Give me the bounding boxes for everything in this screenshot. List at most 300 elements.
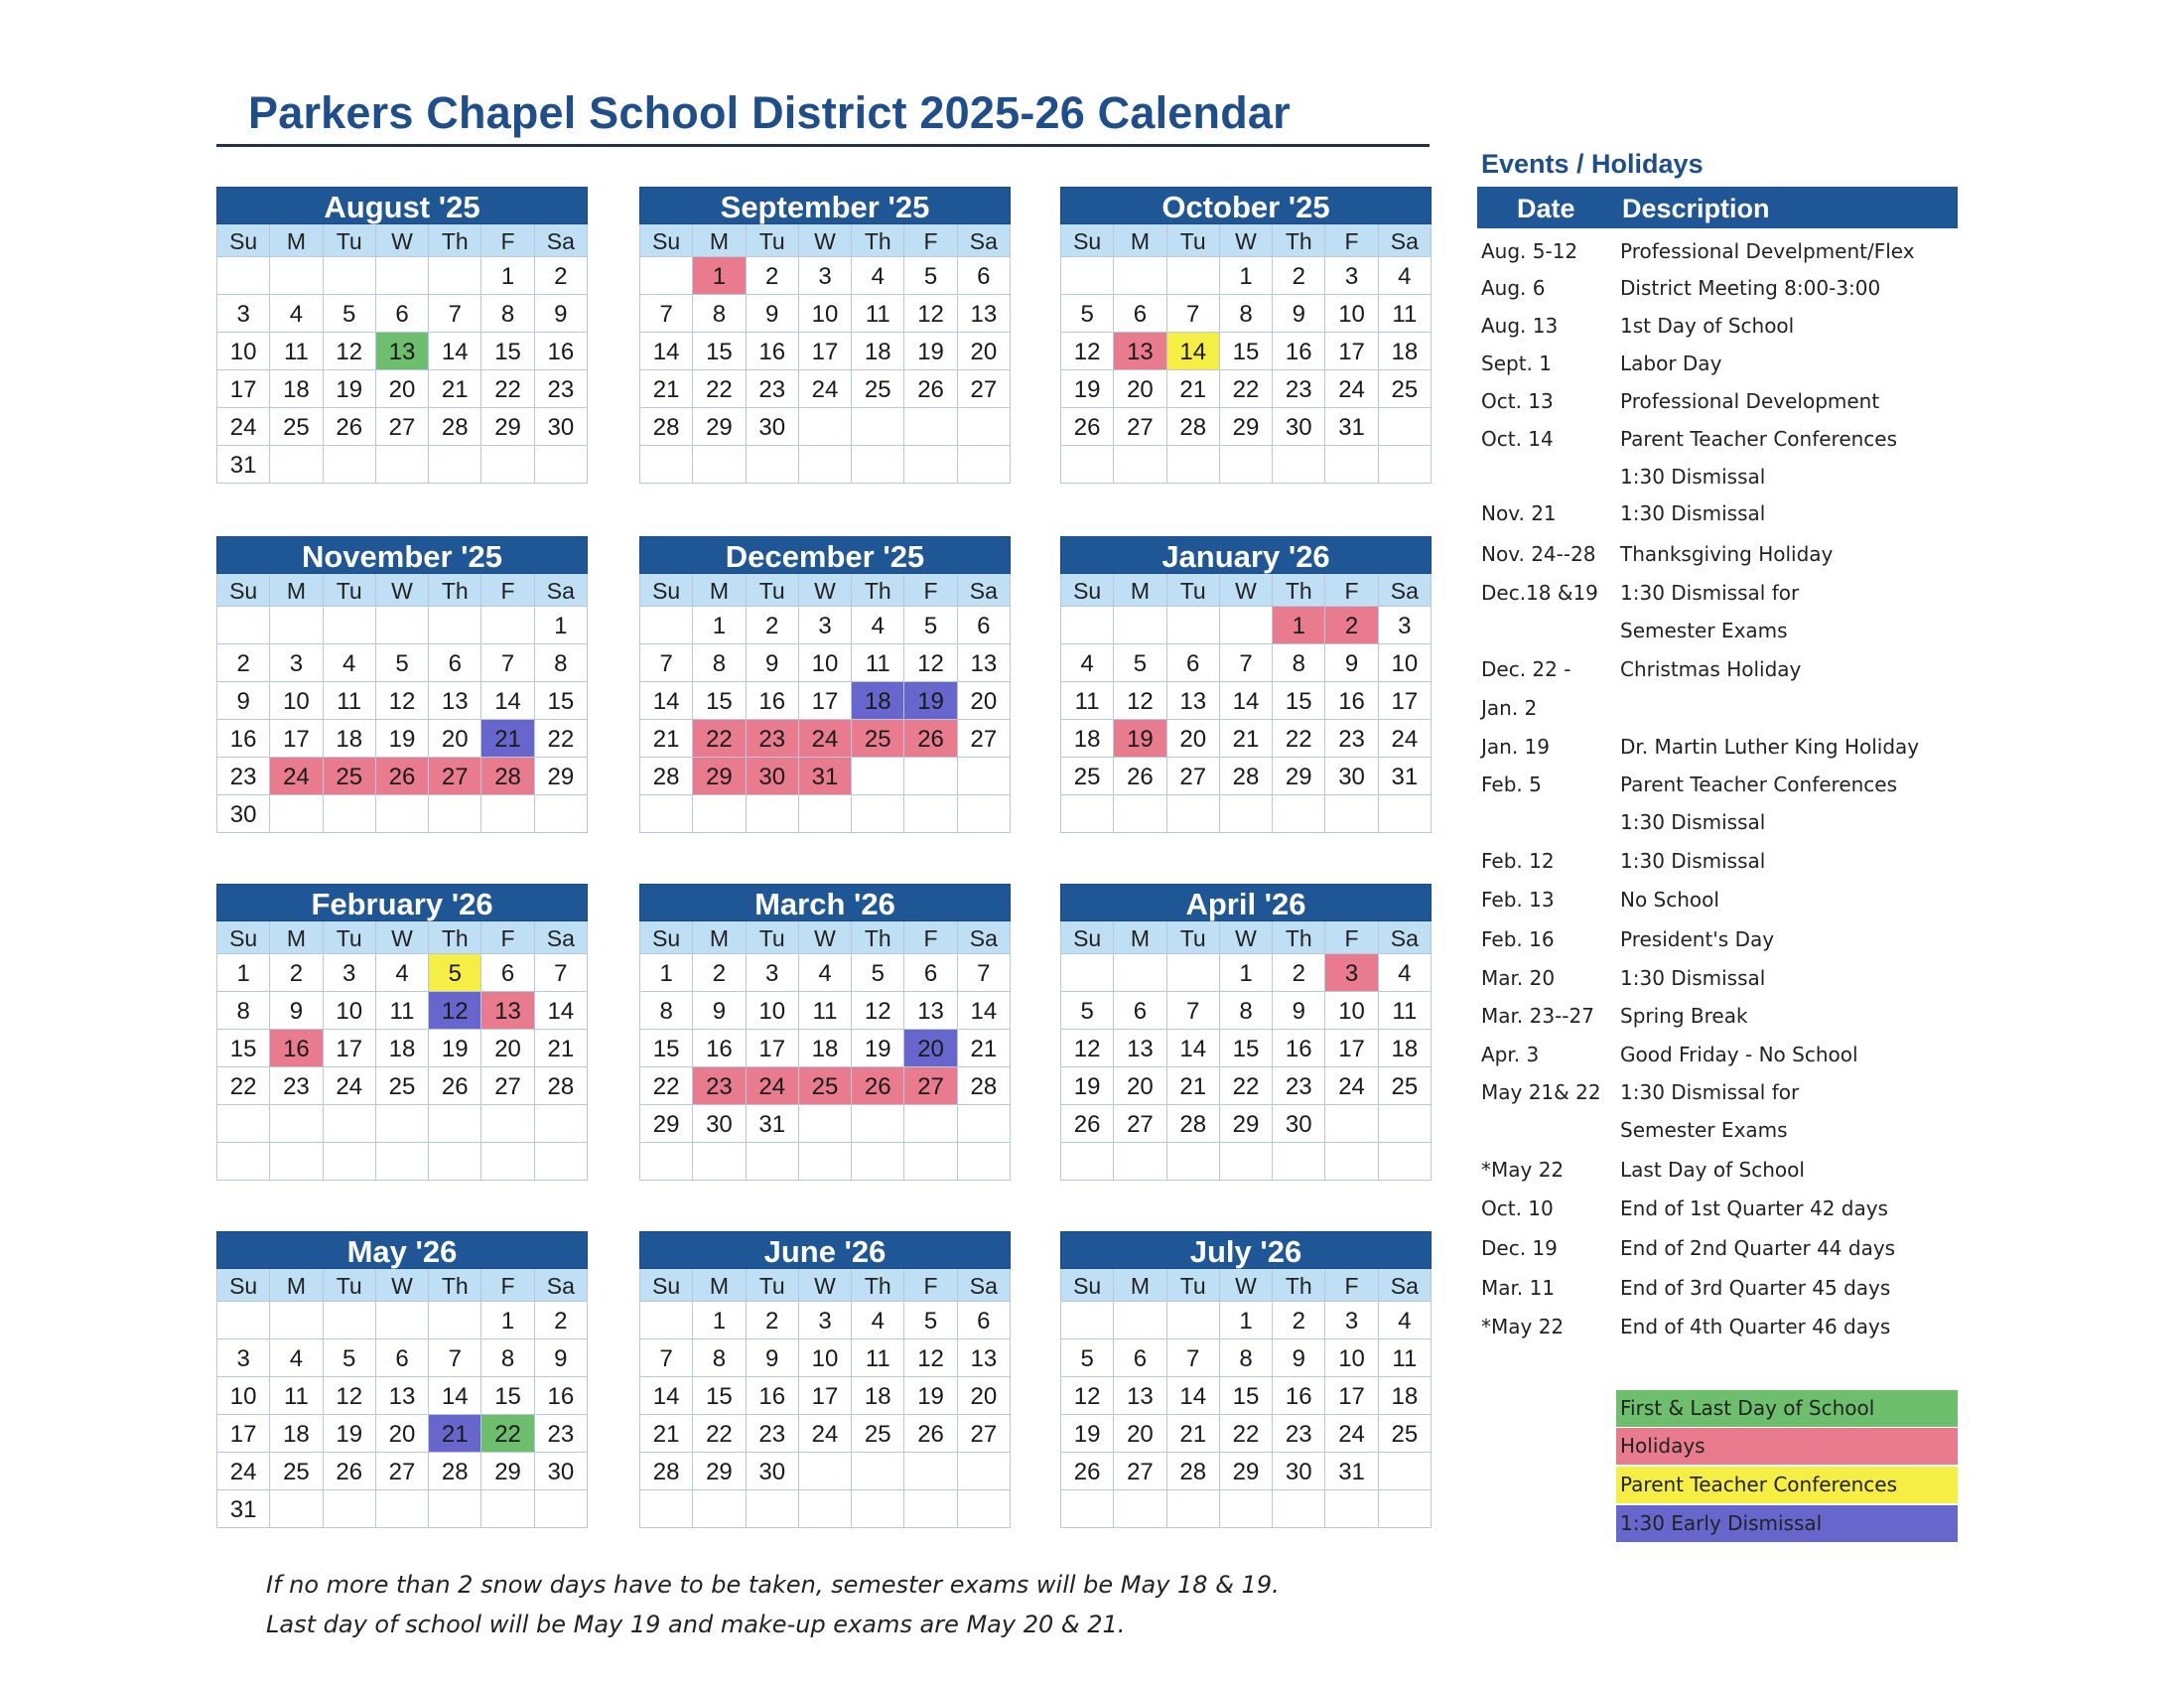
empty-day-cell xyxy=(799,1453,852,1490)
day-cell: 2 xyxy=(1273,257,1325,295)
empty-day-cell xyxy=(1061,1490,1114,1528)
day-of-week-label: M xyxy=(693,921,746,954)
day-cell: 13 xyxy=(958,1339,1011,1377)
day-cell: 17 xyxy=(747,1030,799,1067)
day-cell: 19 xyxy=(376,720,429,758)
day-of-week-label: Tu xyxy=(1167,1269,1220,1302)
day-cell: 28 xyxy=(429,408,481,446)
day-cell: 25 xyxy=(1379,1067,1432,1105)
event-date: Mar. 20 xyxy=(1481,966,1556,990)
day-cell: 29 xyxy=(535,758,588,795)
day-cell: 17 xyxy=(1325,333,1378,370)
day-of-week-label: Sa xyxy=(535,1269,588,1302)
day-cell: 23 xyxy=(535,370,588,408)
event-date: Nov. 24--28 xyxy=(1481,542,1596,566)
day-cell: 4 xyxy=(376,954,429,992)
event-date: Feb. 16 xyxy=(1481,927,1555,951)
empty-day-cell xyxy=(217,1143,270,1181)
day-cell: 14 xyxy=(958,992,1011,1030)
day-cell: 9 xyxy=(1273,1339,1325,1377)
empty-day-cell xyxy=(429,1105,481,1143)
day-of-week-label: Tu xyxy=(747,574,799,607)
day-cell: 18 xyxy=(1061,720,1114,758)
day-cell: 30 xyxy=(1273,1453,1325,1490)
day-cell: 12 xyxy=(1061,333,1114,370)
empty-day-cell xyxy=(693,1143,746,1181)
event-description: End of 1st Quarter 42 days xyxy=(1620,1196,1888,1220)
empty-day-cell xyxy=(376,607,429,644)
day-cell: 30 xyxy=(1273,1105,1325,1143)
empty-day-cell xyxy=(958,446,1011,484)
day-cell: 22 xyxy=(1220,1067,1273,1105)
day-cell: 26 xyxy=(429,1067,481,1105)
empty-day-cell xyxy=(852,408,904,446)
day-cell: 10 xyxy=(217,333,270,370)
event-description: Thanksgiving Holiday xyxy=(1620,542,1834,566)
day-cell-red: 28 xyxy=(481,758,534,795)
empty-day-cell xyxy=(1114,1302,1166,1339)
empty-day-cell xyxy=(1325,446,1378,484)
empty-day-cell xyxy=(324,795,376,833)
empty-day-cell xyxy=(693,446,746,484)
empty-day-cell xyxy=(429,1302,481,1339)
day-cell: 10 xyxy=(1379,644,1432,682)
day-cell: 27 xyxy=(1167,758,1220,795)
day-cell: 2 xyxy=(693,954,746,992)
day-cell: 16 xyxy=(693,1030,746,1067)
day-cell: 5 xyxy=(904,607,957,644)
day-of-week-label: F xyxy=(904,574,957,607)
day-cell: 3 xyxy=(217,1339,270,1377)
day-cell: 23 xyxy=(747,370,799,408)
month-title: November '25 xyxy=(216,536,588,574)
day-cell: 8 xyxy=(640,992,693,1030)
day-cell: 14 xyxy=(640,1377,693,1415)
day-cell: 1 xyxy=(481,1302,534,1339)
day-cell: 14 xyxy=(1167,1377,1220,1415)
day-of-week-label: Sa xyxy=(1379,1269,1432,1302)
day-cell: 17 xyxy=(217,370,270,408)
day-of-week-label: Th xyxy=(1273,224,1325,257)
day-cell: 10 xyxy=(1325,1339,1378,1377)
day-cell: 1 xyxy=(640,954,693,992)
day-cell: 6 xyxy=(958,257,1011,295)
day-cell: 6 xyxy=(958,607,1011,644)
empty-day-cell xyxy=(535,1143,588,1181)
event-date: Feb. 5 xyxy=(1481,773,1542,796)
day-cell: 9 xyxy=(1325,644,1378,682)
empty-day-cell xyxy=(324,1302,376,1339)
day-cell: 5 xyxy=(1114,644,1166,682)
event-description: 1:30 Dismissal xyxy=(1620,849,1766,873)
day-cell: 24 xyxy=(217,408,270,446)
day-of-week-label: M xyxy=(693,224,746,257)
day-cell: 21 xyxy=(1167,1067,1220,1105)
day-cell: 16 xyxy=(535,333,588,370)
month-title: December '25 xyxy=(639,536,1011,574)
day-cell: 21 xyxy=(1167,370,1220,408)
empty-day-cell xyxy=(481,446,534,484)
day-cell: 1 xyxy=(535,607,588,644)
day-cell: 18 xyxy=(324,720,376,758)
day-cell: 3 xyxy=(799,257,852,295)
empty-day-cell xyxy=(799,1105,852,1143)
day-cell: 27 xyxy=(1114,1105,1166,1143)
events-desc-header: Description xyxy=(1622,194,1770,223)
event-description: 1:30 Dismissal xyxy=(1620,501,1766,525)
day-cell: 5 xyxy=(1061,992,1114,1030)
empty-day-cell xyxy=(1220,1490,1273,1528)
day-cell: 23 xyxy=(217,758,270,795)
day-of-week-label: Su xyxy=(1061,1269,1114,1302)
day-of-week-label: Th xyxy=(852,1269,904,1302)
day-of-week-label: Tu xyxy=(1167,921,1220,954)
day-of-week-label: F xyxy=(481,224,534,257)
day-cell: 22 xyxy=(481,370,534,408)
day-cell: 4 xyxy=(1061,644,1114,682)
day-cell: 20 xyxy=(1114,1415,1166,1453)
day-cell: 9 xyxy=(693,992,746,1030)
month-title: February '26 xyxy=(216,884,588,921)
day-cell: 17 xyxy=(324,1030,376,1067)
month-title: April '26 xyxy=(1060,884,1432,921)
day-of-week-label: Tu xyxy=(324,921,376,954)
day-cell-red: 23 xyxy=(747,720,799,758)
day-of-week-label: F xyxy=(481,921,534,954)
day-cell: 12 xyxy=(904,1339,957,1377)
day-of-week-label: M xyxy=(270,574,323,607)
day-cell: 27 xyxy=(958,370,1011,408)
day-cell: 11 xyxy=(1379,992,1432,1030)
empty-day-cell xyxy=(429,795,481,833)
day-cell: 8 xyxy=(1273,644,1325,682)
event-date: Jan. 19 xyxy=(1481,735,1550,759)
day-cell: 31 xyxy=(747,1105,799,1143)
day-cell-red: 19 xyxy=(1114,720,1166,758)
day-of-week-label: W xyxy=(1220,921,1273,954)
day-of-week-label: W xyxy=(1220,224,1273,257)
day-cell: 16 xyxy=(1325,682,1378,720)
empty-day-cell xyxy=(324,1490,376,1528)
event-date: Mar. 11 xyxy=(1481,1276,1556,1300)
empty-day-cell xyxy=(747,1143,799,1181)
day-cell: 27 xyxy=(958,720,1011,758)
day-cell: 25 xyxy=(852,1415,904,1453)
day-cell: 23 xyxy=(1273,1067,1325,1105)
day-of-week-label: Th xyxy=(429,921,481,954)
day-cell: 21 xyxy=(1220,720,1273,758)
day-cell: 7 xyxy=(1220,644,1273,682)
day-cell: 18 xyxy=(1379,333,1432,370)
day-of-week-label: Th xyxy=(852,921,904,954)
day-cell-red: 22 xyxy=(693,720,746,758)
legend-item-green: First & Last Day of School xyxy=(1616,1390,1958,1427)
empty-day-cell xyxy=(1379,795,1432,833)
day-cell: 12 xyxy=(904,295,957,333)
empty-day-cell xyxy=(640,257,693,295)
day-cell: 1 xyxy=(481,257,534,295)
day-cell: 20 xyxy=(481,1030,534,1067)
day-cell-red: 25 xyxy=(324,758,376,795)
empty-day-cell xyxy=(1379,408,1432,446)
empty-day-cell xyxy=(481,1490,534,1528)
day-of-week-label: M xyxy=(1114,1269,1166,1302)
month-days-grid xyxy=(1060,921,1432,1181)
empty-day-cell xyxy=(852,1453,904,1490)
day-cell: 15 xyxy=(481,333,534,370)
month-6 xyxy=(216,884,588,1181)
day-of-week-label: F xyxy=(904,1269,957,1302)
day-of-week-label: W xyxy=(799,921,852,954)
day-cell-red: 29 xyxy=(693,758,746,795)
day-cell: 13 xyxy=(958,295,1011,333)
event-description: 1:30 Dismissal xyxy=(1620,810,1766,834)
empty-day-cell xyxy=(1167,446,1220,484)
day-cell-red: 16 xyxy=(270,1030,323,1067)
day-cell: 26 xyxy=(904,370,957,408)
month-title: June '26 xyxy=(639,1231,1011,1269)
month-days-grid xyxy=(1060,1269,1432,1528)
day-cell: 4 xyxy=(852,1302,904,1339)
empty-day-cell xyxy=(904,408,957,446)
day-cell: 3 xyxy=(799,607,852,644)
day-cell: 13 xyxy=(904,992,957,1030)
month-days-grid xyxy=(216,224,588,484)
day-cell: 19 xyxy=(1061,1067,1114,1105)
day-cell: 15 xyxy=(640,1030,693,1067)
day-cell: 7 xyxy=(535,954,588,992)
day-cell: 29 xyxy=(1220,408,1273,446)
day-cell: 10 xyxy=(1325,992,1378,1030)
day-cell: 15 xyxy=(535,682,588,720)
empty-day-cell xyxy=(1167,1302,1220,1339)
day-of-week-label: Tu xyxy=(1167,224,1220,257)
day-of-week-label: W xyxy=(376,921,429,954)
event-description: President's Day xyxy=(1620,927,1775,951)
day-cell: 12 xyxy=(324,333,376,370)
day-of-week-label: W xyxy=(376,574,429,607)
day-cell: 16 xyxy=(217,720,270,758)
day-cell: 25 xyxy=(270,1453,323,1490)
day-cell: 16 xyxy=(1273,1377,1325,1415)
day-cell: 14 xyxy=(1220,682,1273,720)
day-of-week-label: Su xyxy=(217,574,270,607)
day-cell: 18 xyxy=(270,370,323,408)
day-cell: 16 xyxy=(747,682,799,720)
day-cell: 13 xyxy=(1167,682,1220,720)
day-cell: 4 xyxy=(324,644,376,682)
day-cell: 26 xyxy=(1114,758,1166,795)
day-cell-green: 22 xyxy=(481,1415,534,1453)
day-cell: 20 xyxy=(376,370,429,408)
day-of-week-label: M xyxy=(1114,224,1166,257)
empty-day-cell xyxy=(904,1490,957,1528)
empty-day-cell xyxy=(1167,607,1220,644)
empty-day-cell xyxy=(1325,1105,1378,1143)
event-date: Feb. 13 xyxy=(1481,888,1555,912)
empty-day-cell xyxy=(270,446,323,484)
day-cell: 3 xyxy=(1325,257,1378,295)
day-cell-red: 26 xyxy=(852,1067,904,1105)
empty-day-cell xyxy=(693,1490,746,1528)
empty-day-cell xyxy=(904,1143,957,1181)
event-description: Semester Exams xyxy=(1620,619,1788,642)
day-cell: 7 xyxy=(429,1339,481,1377)
empty-day-cell xyxy=(1325,795,1378,833)
event-date: May 21& 22 xyxy=(1481,1080,1601,1104)
empty-day-cell xyxy=(958,1143,1011,1181)
empty-day-cell xyxy=(324,257,376,295)
legend-item-red: Holidays xyxy=(1616,1428,1958,1465)
empty-day-cell xyxy=(1273,1490,1325,1528)
day-of-week-label: F xyxy=(1325,921,1378,954)
day-cell: 3 xyxy=(217,295,270,333)
day-cell: 2 xyxy=(1273,1302,1325,1339)
day-cell: 20 xyxy=(1114,370,1166,408)
day-of-week-label: W xyxy=(376,1269,429,1302)
day-cell: 9 xyxy=(270,992,323,1030)
day-cell: 18 xyxy=(799,1030,852,1067)
day-cell: 11 xyxy=(852,295,904,333)
empty-day-cell xyxy=(1325,1143,1378,1181)
empty-day-cell xyxy=(535,1105,588,1143)
day-cell: 16 xyxy=(535,1377,588,1415)
day-cell: 20 xyxy=(429,720,481,758)
day-cell: 25 xyxy=(270,408,323,446)
day-of-week-label: M xyxy=(270,224,323,257)
day-cell: 19 xyxy=(429,1030,481,1067)
empty-day-cell xyxy=(1061,1302,1114,1339)
event-description: No School xyxy=(1620,888,1719,912)
day-cell: 12 xyxy=(852,992,904,1030)
event-description: End of 2nd Quarter 44 days xyxy=(1620,1236,1896,1260)
day-cell: 28 xyxy=(640,1453,693,1490)
day-cell: 10 xyxy=(747,992,799,1030)
day-cell: 1 xyxy=(217,954,270,992)
day-cell: 15 xyxy=(1273,682,1325,720)
day-of-week-label: Th xyxy=(1273,574,1325,607)
day-cell: 2 xyxy=(1273,954,1325,992)
day-cell: 27 xyxy=(958,1415,1011,1453)
events-date-header: Date xyxy=(1517,194,1575,223)
day-cell: 11 xyxy=(852,1339,904,1377)
event-description: Parent Teacher Conferences xyxy=(1620,427,1898,451)
day-cell: 21 xyxy=(640,1415,693,1453)
day-cell: 24 xyxy=(1379,720,1432,758)
event-description: Last Day of School xyxy=(1620,1158,1805,1182)
month-10 xyxy=(639,1231,1011,1528)
day-cell: 31 xyxy=(1325,408,1378,446)
empty-day-cell xyxy=(747,1490,799,1528)
day-cell: 18 xyxy=(270,1415,323,1453)
day-cell: 20 xyxy=(958,682,1011,720)
day-cell: 11 xyxy=(1379,295,1432,333)
empty-day-cell xyxy=(1061,795,1114,833)
month-title: October '25 xyxy=(1060,187,1432,224)
day-cell: 10 xyxy=(799,295,852,333)
day-of-week-label: Th xyxy=(852,224,904,257)
empty-day-cell xyxy=(640,795,693,833)
day-cell: 22 xyxy=(535,720,588,758)
day-cell: 22 xyxy=(217,1067,270,1105)
day-cell: 14 xyxy=(535,992,588,1030)
day-cell: 13 xyxy=(1114,1030,1166,1067)
day-cell: 28 xyxy=(640,758,693,795)
event-date: Aug. 6 xyxy=(1481,276,1546,300)
day-cell: 10 xyxy=(799,1339,852,1377)
empty-day-cell xyxy=(376,795,429,833)
day-cell: 9 xyxy=(1273,295,1325,333)
day-cell: 25 xyxy=(852,370,904,408)
event-date: *May 22 xyxy=(1481,1158,1565,1182)
day-of-week-label: Tu xyxy=(324,574,376,607)
day-cell-purple: 21 xyxy=(429,1415,481,1453)
day-cell: 8 xyxy=(1220,295,1273,333)
day-cell: 5 xyxy=(324,1339,376,1377)
month-title: July '26 xyxy=(1060,1231,1432,1269)
day-cell: 26 xyxy=(1061,1453,1114,1490)
day-cell-purple: 18 xyxy=(852,682,904,720)
empty-day-cell xyxy=(1061,446,1114,484)
day-cell: 24 xyxy=(1325,1415,1378,1453)
event-description: 1st Day of School xyxy=(1620,314,1795,338)
month-days-grid xyxy=(639,224,1011,484)
day-cell: 7 xyxy=(429,295,481,333)
day-cell: 21 xyxy=(1167,1415,1220,1453)
day-cell: 9 xyxy=(1273,992,1325,1030)
day-cell: 28 xyxy=(535,1067,588,1105)
day-cell: 28 xyxy=(958,1067,1011,1105)
day-of-week-label: Sa xyxy=(1379,224,1432,257)
empty-day-cell xyxy=(535,446,588,484)
day-of-week-label: W xyxy=(799,574,852,607)
day-cell: 1 xyxy=(693,1302,746,1339)
month-3 xyxy=(216,536,588,833)
empty-day-cell xyxy=(1114,257,1166,295)
page-title: Parkers Chapel School District 2025-26 Calendar xyxy=(248,87,1291,138)
empty-day-cell xyxy=(799,408,852,446)
day-cell: 26 xyxy=(1061,408,1114,446)
event-date: Dec.18 &19 xyxy=(1481,581,1598,605)
day-cell: 18 xyxy=(1379,1030,1432,1067)
day-cell: 15 xyxy=(217,1030,270,1067)
day-cell: 19 xyxy=(904,333,957,370)
empty-day-cell xyxy=(747,446,799,484)
day-cell-green: 13 xyxy=(376,333,429,370)
day-cell: 19 xyxy=(324,370,376,408)
empty-day-cell xyxy=(1273,1143,1325,1181)
day-cell: 30 xyxy=(535,1453,588,1490)
day-cell: 28 xyxy=(1220,758,1273,795)
day-cell-red: 26 xyxy=(904,720,957,758)
day-cell-red: 3 xyxy=(1325,954,1378,992)
empty-day-cell xyxy=(270,1143,323,1181)
empty-day-cell xyxy=(958,1453,1011,1490)
day-of-week-label: F xyxy=(1325,574,1378,607)
day-cell: 1 xyxy=(1220,257,1273,295)
empty-day-cell xyxy=(1114,1143,1166,1181)
day-of-week-label: W xyxy=(799,1269,852,1302)
day-cell-purple: 20 xyxy=(904,1030,957,1067)
empty-day-cell xyxy=(1220,1143,1273,1181)
day-cell: 26 xyxy=(324,1453,376,1490)
day-cell: 28 xyxy=(640,408,693,446)
day-cell: 4 xyxy=(852,257,904,295)
day-of-week-label: Sa xyxy=(535,921,588,954)
event-date: Feb. 12 xyxy=(1481,849,1555,873)
day-cell: 31 xyxy=(217,446,270,484)
day-cell: 29 xyxy=(1220,1105,1273,1143)
